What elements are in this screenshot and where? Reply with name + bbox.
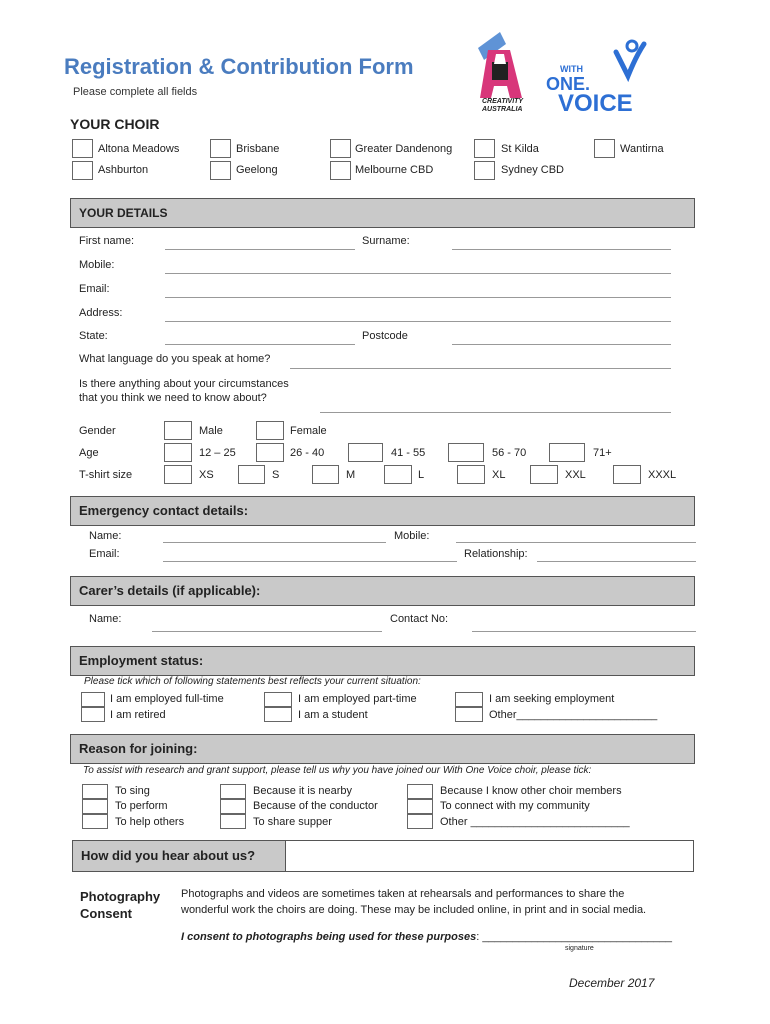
choir-option-label: Ashburton [98,164,149,176]
checkbox-female[interactable] [256,421,284,440]
hear-about-us-field[interactable] [286,841,693,871]
employment-option-label: Other_______________________ [489,709,658,721]
with-one-voice-logo [540,38,670,118]
choir-option-label: Altona Meadows [98,143,180,155]
emergency-name-field[interactable] [163,542,386,543]
checkbox-conductor[interactable] [220,799,246,814]
reason-option-label: Because it is nearby [253,785,353,797]
emergency-relationship-label: Relationship: [464,548,528,560]
checkbox-reason-other[interactable] [407,814,433,829]
circumstances-label-2: that you think we need to know about? [79,392,267,404]
checkbox-altona-meadows[interactable] [72,139,93,158]
checkbox-size-xxxl[interactable] [613,465,641,484]
first-name-label: First name: [79,235,135,247]
address-field[interactable] [165,321,671,322]
reason-option-label: To perform [115,800,168,812]
photo-consent-text-1: Photographs and videos are sometimes taken at rehearsals and performances to share the [181,888,625,900]
logo-voice-text: VOICE [558,90,633,117]
choir-option-label: Greater Dandenong [355,143,453,155]
carer-contact-label: Contact No: [390,613,449,625]
choir-heading: YOUR CHOIR [70,116,160,132]
logo-with-text: WITH [560,64,583,74]
tshirt-option-label: XXXL [648,469,677,481]
checkbox-sydney-cbd[interactable] [474,161,495,180]
reason-option-label: Because I know other choir members [440,785,622,797]
hear-about-us-box [72,840,694,872]
carer-name-field[interactable] [152,631,382,632]
email-field[interactable] [165,297,671,298]
checkbox-age-26-40[interactable] [256,443,284,462]
employment-option-label: I am retired [110,709,166,721]
checkbox-size-xl[interactable] [457,465,485,484]
mobile-label: Mobile: [79,259,115,271]
hear-about-us-label: How did you hear about us? [81,848,256,863]
checkbox-size-s[interactable] [238,465,265,484]
emergency-name-label: Name: [89,530,122,542]
checkbox-wantirna[interactable] [594,139,615,158]
circumstances-field[interactable] [320,412,671,413]
tshirt-option-label: M [346,469,356,481]
reason-option-label: Because of the conductor [253,800,378,812]
signature-caption: signature [565,945,594,952]
carer-contact-field[interactable] [472,631,696,632]
checkbox-male[interactable] [164,421,192,440]
details-section-header: YOUR DETAILS [70,198,695,228]
checkbox-brisbane[interactable] [210,139,231,158]
age-option-label: 12 – 25 [199,447,236,459]
checkbox-age-12-25[interactable] [164,443,192,462]
checkbox-employment-other[interactable] [455,707,483,722]
checkbox-share-supper[interactable] [220,814,246,829]
age-label: Age [79,447,99,459]
checkbox-to-sing[interactable] [82,784,108,799]
reason-option-label: To connect with my community [440,800,590,812]
checkbox-age-41-55[interactable] [348,443,383,462]
employment-instruction: Please tick which of following statements best reflects your current situation: [84,676,421,687]
tshirt-option-label: XXL [565,469,586,481]
creativity-australia-logo [470,28,540,118]
emergency-mobile-label: Mobile: [394,530,430,542]
checkbox-nearby[interactable] [220,784,246,799]
employment-section-header: Employment status: [70,646,695,676]
tshirt-option-label: L [418,469,425,481]
choir-option-label: St Kilda [501,143,539,155]
checkbox-geelong[interactable] [210,161,231,180]
tshirt-option-label: XS [199,469,214,481]
reason-option-label: To share supper [253,816,332,828]
age-option-label: 56 - 70 [492,447,527,459]
first-name-field[interactable] [165,249,355,250]
choir-option-label: Brisbane [236,143,280,155]
emergency-mobile-field[interactable] [456,542,696,543]
checkbox-age-56-70[interactable] [448,443,484,462]
employment-option-label: I am employed full-time [110,693,224,705]
mobile-field[interactable] [165,273,671,274]
surname-field[interactable] [452,249,671,250]
age-option-label: 71+ [593,447,612,459]
choir-option-label: Wantirna [620,143,664,155]
tshirt-label: T-shirt size [79,469,133,481]
reason-option-label: To help others [115,816,185,828]
employment-option-label: I am seeking employment [489,693,615,705]
page-subtitle: Please complete all fields [73,86,198,98]
checkbox-melbourne-cbd[interactable] [330,161,351,180]
state-field[interactable] [165,344,355,345]
photo-consent-signature-field[interactable]: : _______________________________ [476,931,672,943]
email-label: Email: [79,283,110,295]
emergency-email-field[interactable] [163,561,457,562]
age-option-label: 41 - 55 [391,447,426,459]
choir-option-label: Geelong [236,164,278,176]
tshirt-option-label: S [272,469,280,481]
photo-consent-line [181,931,672,943]
employment-option-label: I am a student [298,709,368,721]
footer-date: December 2017 [569,976,655,990]
checkbox-employed-full-time[interactable] [81,692,105,707]
checkbox-st-kilda[interactable] [474,139,495,158]
checkbox-student[interactable] [264,707,292,722]
photo-consent-heading-2: Consent [80,906,132,921]
gender-label: Gender [79,425,116,437]
checkbox-employed-part-time[interactable] [264,692,292,707]
gender-option-label: Male [199,425,223,437]
emergency-relationship-field[interactable] [537,561,696,562]
checkbox-size-m[interactable] [312,465,339,484]
photo-consent-heading-1: Photography [80,889,161,904]
checkbox-size-l[interactable] [384,465,412,484]
surname-label: Surname: [362,235,410,247]
choir-option-label: Melbourne CBD [355,164,434,176]
emergency-section-header: Emergency contact details: [70,496,695,526]
page-title: Registration & Contribution Form [64,54,414,79]
emergency-email-label: Email: [89,548,120,560]
state-label: State: [79,330,108,342]
address-label: Address: [79,307,123,319]
postcode-label: Postcode [362,330,408,342]
language-field[interactable] [290,368,671,369]
reason-option-label: To sing [115,785,150,797]
checkbox-greater-dandenong[interactable] [330,139,351,158]
checkbox-know-members[interactable] [407,784,433,799]
photo-consent-statement: I consent to photographs being used for these purposes [181,931,477,943]
reason-option-label: Other __________________________ [440,816,630,828]
tshirt-option-label: XL [492,469,506,481]
postcode-field[interactable] [452,344,671,345]
checkbox-age-71-plus[interactable] [549,443,585,462]
photo-consent-text-2: wonderful work the choirs are doing. These may be included online, in print and in social media. [181,904,647,916]
checkbox-retired[interactable] [81,707,105,722]
hear-about-us-label-cell [73,841,286,871]
circumstances-label-1: Is there anything about your circumstances [79,378,289,390]
checkbox-ashburton[interactable] [72,161,93,180]
language-label: What language do you speak at home? [79,353,271,365]
checkbox-to-perform[interactable] [82,799,108,814]
age-option-label: 26 - 40 [290,447,325,459]
gender-option-label: Female [290,425,327,437]
checkbox-size-xxl[interactable] [530,465,558,484]
carer-name-label: Name: [89,613,122,625]
reason-section-header: Reason for joining: [70,734,695,764]
reason-instruction: To assist with research and grant support, please tell us why you have joined our With One Voice choir, please tick: [83,765,592,776]
creativity-australia-text: CREATIVITY AUSTRALIA [482,98,523,113]
logo-one-text: ONE. [546,74,591,94]
checkbox-seeking-employment[interactable] [455,692,483,707]
checkbox-size-xs[interactable] [164,465,192,484]
employment-option-label: I am employed part-time [298,693,417,705]
checkbox-to-help-others[interactable] [82,814,108,829]
choir-option-label: Sydney CBD [501,164,564,176]
checkbox-connect-community[interactable] [407,799,433,814]
carer-section-header: Carer’s details (if applicable): [70,576,695,606]
